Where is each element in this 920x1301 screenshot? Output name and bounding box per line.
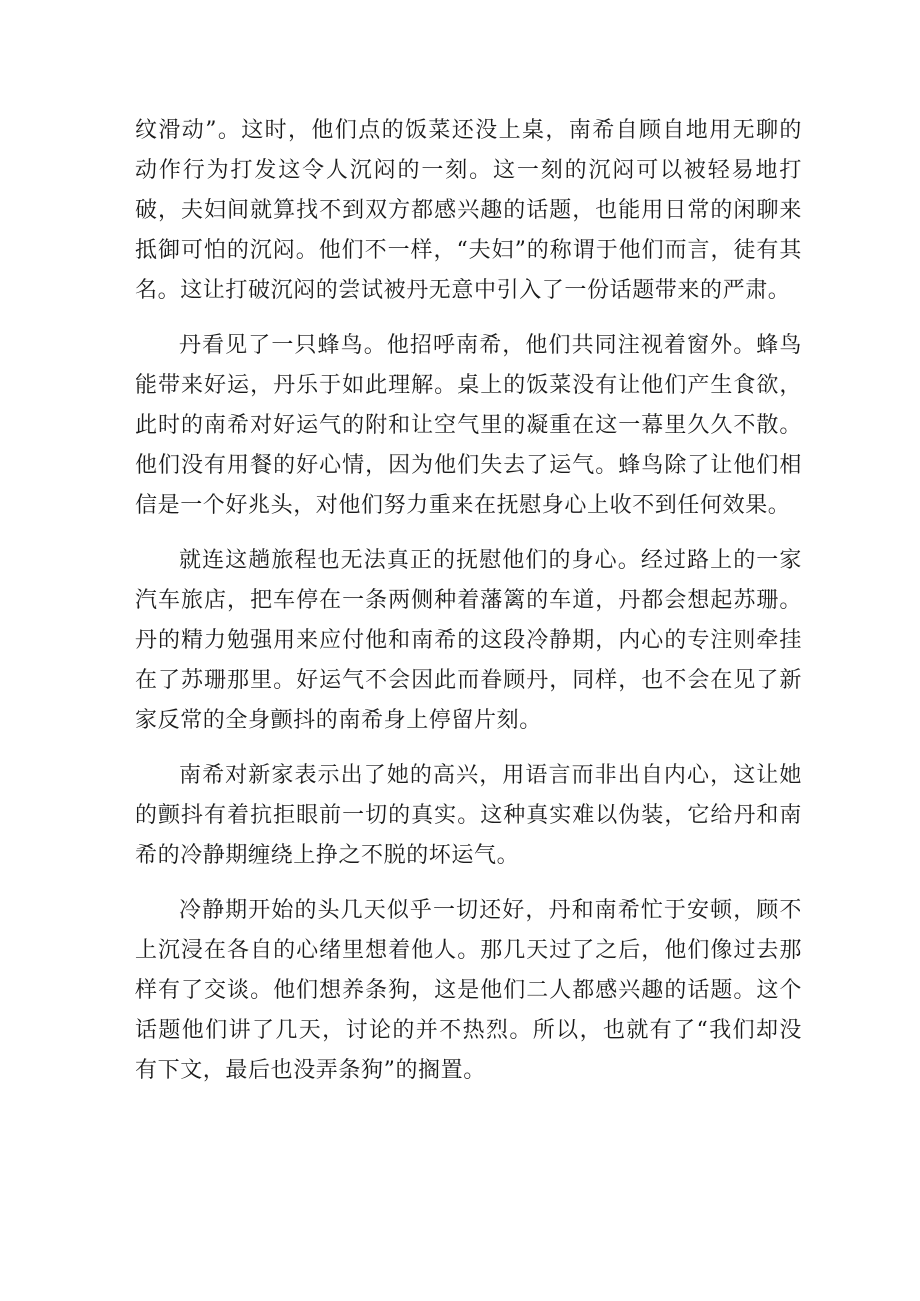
paragraph: 丹看见了一只蜂鸟。他招呼南希，他们共同注视着窗外。蜂鸟能带来好运，丹乐于如此理解。桌上的饭菜没有让他们产生食欲，此时的南希对好运气的附和让空气里的凝重在这一幕里久久不散。他们没有用餐的好心情，因为他们失去了运气。蜂鸟除了让他们相信是一个好兆头，对他们努力重来在抚慰身心上收不到任何效果。 xyxy=(135,333,802,518)
paragraph: 纹滑动”。这时，他们点的饭菜还没上桌，南希自顾自地用无聊的动作行为打发这令人沉闷的一刻。这一刻的沉闷可以被轻易地打破，夫妇间就算找不到双方都感兴趣的话题，也能用日常的闲聊来抵御可怕的沉闷。他们不一样，“夫妇”的称谓于他们而言，徒有其名。这让打破沉闷的尝试被丹无意中引入了一份话题带来的严肃。 xyxy=(135,118,802,303)
paragraph: 冷静期开始的头几天似乎一切还好，丹和南希忙于安顿，顾不上沉浸在各自的心绪里想着他人。那几天过了之后，他们像过去那样有了交谈。他们想养条狗，这是他们二人都感兴趣的话题。这个话题他们讲了几天，讨论的并不热烈。所以，也就有了“我们却没有下文，最后也没弄条狗”的搁置。 xyxy=(135,898,802,1083)
paragraph: 南希对新家表示出了她的高兴，用语言而非出自内心，这让她的颤抖有着抗拒眼前一切的真实。这种真实难以伪装，它给丹和南希的冷静期缠绕上挣之不脱的坏运气。 xyxy=(135,763,802,868)
paragraph: 就连这趟旅程也无法真正的抚慰他们的身心。经过路上的一家汽车旅店，把车停在一条两侧种着藩篱的车道，丹都会想起苏珊。丹的精力勉强用来应付他和南希的这段冷静期，内心的专注则牵挂在了苏珊那里。好运气不会因此而眷顾丹，同样，也不会在见了新家反常的全身颤抖的南希身上停留片刻。 xyxy=(135,548,802,733)
body-text xyxy=(135,111,802,1106)
